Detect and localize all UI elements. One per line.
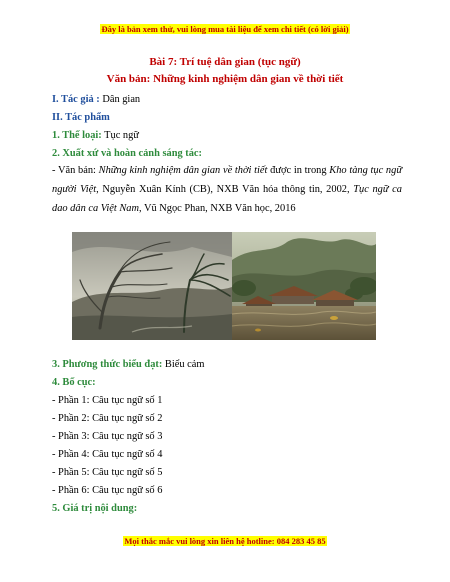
layout-part-2: - Phần 2: Câu tục ngữ số 2: [52, 413, 163, 424]
origin-text-4: , Vũ Ngọc Phan, NXB Văn học, 2016: [138, 203, 296, 214]
hotline-text: Mọi thắc mắc vui lòng xin liên hệ hotline: 084 283 45 85: [124, 536, 326, 546]
mode-value: Biểu cảm: [162, 359, 205, 370]
content-heading: 5. Giá trị nội dung:: [52, 503, 138, 514]
weather-illustration-svg: [72, 232, 376, 340]
author-heading: I. Tác giả :: [52, 94, 100, 105]
genre-line: [52, 129, 402, 142]
origin-work-3: Tục ngữ ca dao dân ca Việt Nam: [52, 184, 402, 214]
flood-water: [232, 306, 376, 340]
mode-line: [52, 358, 402, 371]
origin-text-2: được in trong: [267, 165, 330, 176]
work-heading-line: [52, 111, 402, 124]
text-title: Văn bản: Những kinh nghiệm dân gian về thời tiết: [106, 73, 344, 85]
lesson-title: Bài 7: Trí tuệ dân gian (tục ngữ): [149, 56, 301, 68]
origin-heading: 2. Xuất xứ và hoàn cảnh sáng tác:: [52, 148, 202, 159]
weather-illustration: [72, 232, 376, 340]
layout-part-4: - Phần 4: Câu tục ngữ số 4: [52, 449, 163, 460]
genre-value: Tục ngữ: [101, 130, 139, 141]
origin-text-3: , Nguyễn Xuân Kính (CB), NXB Văn hóa thông tin, 2002,: [96, 184, 354, 195]
genre-heading: 1. Thể loại:: [52, 130, 102, 141]
layout-heading-line: [52, 376, 402, 389]
hotline-banner: [0, 536, 450, 546]
preview-notice-banner: [0, 24, 450, 34]
origin-heading-line: [52, 147, 402, 160]
author-line: [52, 93, 402, 106]
layout-part-5: - Phần 5: Câu tục ngữ số 5: [52, 467, 163, 478]
work-heading: II. Tác phẩm: [52, 112, 110, 123]
layout-heading: 4. Bố cục:: [52, 377, 96, 388]
preview-notice-text: Đây là bản xem thử, vui lòng mua tài liệu để xem chi tiết (có lời giải): [101, 24, 349, 34]
layout-part-3: - Phần 3: Câu tục ngữ số 3: [52, 431, 163, 442]
origin-paragraph: [52, 161, 402, 218]
origin-work-1: Những kinh nghiệm dân gian về thời tiết: [98, 165, 268, 176]
origin-text-1: - Văn bản:: [52, 165, 99, 176]
mode-heading: 3. Phương thức biểu đạt:: [52, 359, 163, 370]
content-heading-line: [52, 502, 402, 515]
author-value: Dân gian: [99, 94, 141, 105]
origin-work-2: Kho tàng tục ngữ người Việt: [52, 165, 402, 195]
layout-part-6: - Phần 6: Câu tục ngữ số 6: [52, 485, 163, 496]
layout-part-1: - Phần 1: Câu tục ngữ số 1: [52, 395, 163, 406]
